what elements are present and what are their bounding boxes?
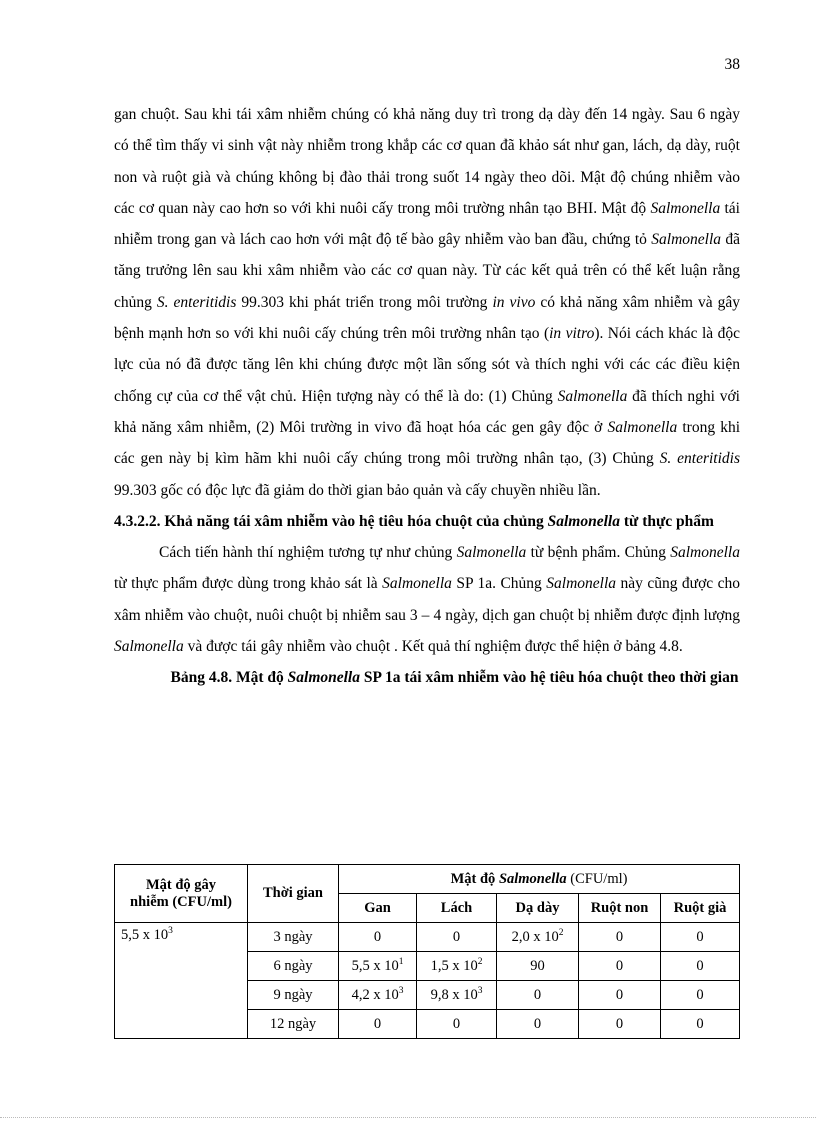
- gan-cell: 4,2 x $10^3$: [339, 981, 417, 1010]
- header-density-group: Mật độ Salmonella (CFU/ml): [339, 865, 740, 894]
- lach-cell: 0: [417, 923, 497, 952]
- ruotnon-cell: 0: [579, 923, 661, 952]
- density-table: [114, 864, 740, 1039]
- ruotgia-cell: 0: [661, 981, 740, 1010]
- ruotnon-cell: 0: [579, 981, 661, 1010]
- header-lach: Lách: [417, 894, 497, 923]
- daday-cell: 2,0 x $10^2$: [497, 923, 579, 952]
- table-header-row: [115, 865, 740, 894]
- paragraph-1: gan chuột. Sau khi tái xâm nhiễm chúng có khả năng duy trì trong dạ dày đến 14 ngày. Sau 6 ngày có thể tìm thấy vi sinh vật này nhiễm trong khắp các cơ quan đã khảo sát như gan, lách, dạ dày, ruột non và ruột già và chúng không bị đào thải trong suốt 14 ngày theo dõi. Mật độ chúng nhiễm vào các cơ quan này cao hơn so với khi nuôi cấy trong môi trường nhân tạo BHI. Mật độ Salmonella tái nhiễm trong gan và lách cao hơn với mật độ tế bào gây nhiễm vào ban đầu, chứng tỏ Salmonella đã tăng trưởng lên sau khi xâm nhiễm vào các cơ quan này. Từ các kết quả trên có thể kết luận rằng chủng S. enteritidis 99.303 khi phát triển trong môi trường in vivo có khả năng xâm nhiễm và gây bệnh mạnh hơn so với khi nuôi cấy chúng trên môi trường nhân tạo (in vitro). Nói cách khác là độc lực của nó đã được tăng lên khi chúng được một lần sống sót và thích nghi với các các điều kiện chống cự của cơ thể vật chủ. Hiện tượng này có thể là do: (1) Chủng Salmonella đã thích nghi với khả năng xâm nhiễm, (2) Môi trường in vivo đã hoạt hóa các gen gây độc ở Salmonella trong khi các gen này bị kìm hãm khi nuôi cấy chúng trong môi trường nhân tạo, (3) Chủng S. enteritidis 99.303 gốc có độc lực đã giảm do thời gian bảo quản và cấy chuyền nhiều lần.: [114, 106, 741, 499]
- table-row: [115, 923, 740, 952]
- time-cell: 9 ngày: [248, 981, 339, 1010]
- ruotgia-cell: 0: [661, 1010, 740, 1039]
- table-caption: Bảng 4.8. Mật độ Salmonella SP 1a tái xâm nhiễm vào hệ tiêu hóa chuột theo thời gian: [170, 669, 739, 687]
- header-ruotnon: Ruột non: [579, 894, 661, 923]
- time-cell: 6 ngày: [248, 952, 339, 981]
- paragraph-2: Cách tiến hành thí nghiệm tương tự như chủng Salmonella từ bệnh phẩm. Chủng Salmonella từ thực phẩm được dùng trong khảo sát là Salmonella SP 1a. Chủng Salmonella này cũng được cho xâm nhiễm vào chuột, nuôi chuột bị nhiễm sau 3 – 4 ngày, dịch gan chuột bị nhiễm được định lượng Salmonella và được tái gây nhiễm vào chuột . Kết quả thí nghiệm được thể hiện ở bảng 4.8.: [114, 544, 740, 656]
- ruotgia-cell: 0: [661, 923, 740, 952]
- initial-density-cell: 5,5 x $10^3$: [115, 923, 248, 1039]
- lach-cell: 1,5 x $10^2$: [417, 952, 497, 981]
- header-gan: Gan: [339, 894, 417, 923]
- ruotgia-cell: 0: [661, 952, 740, 981]
- page-bottom-border: [0, 1117, 816, 1118]
- lach-cell: 0: [417, 1010, 497, 1039]
- body-text: [114, 99, 740, 694]
- page-number: 38: [724, 56, 740, 73]
- header-daday: Dạ dày: [497, 894, 579, 923]
- gan-cell: 0: [339, 1010, 417, 1039]
- ruotnon-cell: 0: [579, 1010, 661, 1039]
- header-initial-density: Mật độ gây nhiễm (CFU/ml): [115, 865, 248, 923]
- lach-cell: 9,8 x $10^3$: [417, 981, 497, 1010]
- header-time: Thời gian: [248, 865, 339, 923]
- ruotnon-cell: 0: [579, 952, 661, 981]
- time-cell: 12 ngày: [248, 1010, 339, 1039]
- header-ruotgia: Ruột già: [661, 894, 740, 923]
- daday-cell: 90: [497, 952, 579, 981]
- time-cell: 3 ngày: [248, 923, 339, 952]
- section-heading: 4.3.2.2. Khả năng tái xâm nhiễm vào hệ tiêu hóa chuột của chủng Salmonella từ thực phẩm: [114, 512, 714, 530]
- daday-cell: 0: [497, 981, 579, 1010]
- gan-cell: 0: [339, 923, 417, 952]
- gan-cell: 5,5 x $10^1$: [339, 952, 417, 981]
- daday-cell: 0: [497, 1010, 579, 1039]
